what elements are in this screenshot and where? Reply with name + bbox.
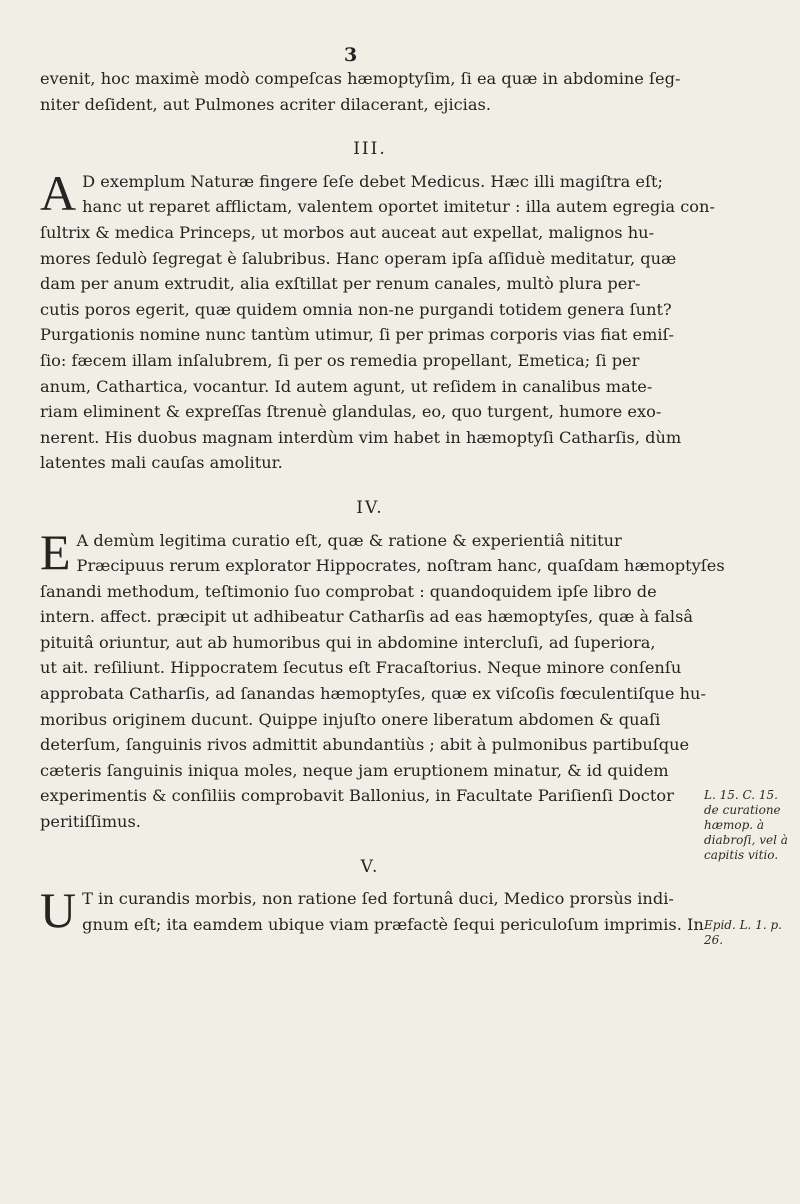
text-line: anum, Cathartica, vocantur. Id autem agunt, ut reſidem in canalibus mate- (40, 376, 653, 396)
drop-capital: A (40, 164, 77, 221)
page-number: 3 (344, 44, 358, 66)
section-heading-v: V. (360, 856, 380, 877)
text-line: cutis poros egerit, quæ quidem omnia non-ne purgandi totidem genera ſunt? (40, 299, 672, 319)
text-line: evenit, hoc maximè modò compeſcas hæmoptyſim, ſi ea quæ in abdomine ſeg- (40, 69, 681, 88)
text-line: T in curandis morbis, non ratione ſed fortunâ duci, Medico prorsùs indi- (82, 889, 674, 909)
margin-note-reference-2: Epid. L. 1. p. 26. (704, 918, 782, 947)
drop-capital: U (40, 882, 77, 939)
text-line: mores ſedulò ſegregat è ſalubribus. Hanc operam ipſa aſſiduè meditatur, quæ (40, 248, 677, 268)
text-line: latentes mali cauſas amolitur. (40, 453, 283, 473)
text-line: nerent. His duobus magnam interdùm vim habet in hæmoptyſi Catharſis, dùm (40, 427, 682, 447)
text-line: ſio: fæcem illam inſalubrem, ſi per os remedia propellant, Emetica; ſi per (40, 350, 640, 370)
main-text-column (40, 66, 725, 939)
text-line: Præcipuus rerum explorator Hippocrates, noſtram hanc, quaſdam hæmoptyſes (76, 556, 725, 576)
section-heading-iv: IV. (356, 497, 384, 518)
text-line: pituitâ oriuntur, aut ab humoribus qui in abdomine intercluſi, ad ſuperiora, (40, 632, 656, 652)
text-line: gnum eſt; ita eamdem ubique viam præfactè ſequi periculoſum imprimis. In (82, 914, 704, 934)
section-iii-paragraph (40, 164, 715, 476)
text-line: niter deſident, aut Pulmones acriter dilacerant, ejicias. (40, 94, 491, 114)
text-line: hanc ut reparet afflictam, valentem oportet imitetur : illa autem egregia con- (82, 197, 715, 217)
section-iv-paragraph (40, 523, 725, 835)
text-line: A demùm legitima curatio eſt, quæ & ratione & experientiâ nititur (76, 530, 622, 550)
text-line: approbata Catharſis, ad ſanandas hæmoptyſes, quæ ex viſcoſis fœculentiſque hu- (40, 684, 706, 704)
text-line: moribus originem ducunt. Quippe injuſto onere liberatum abdomen & quaſi (40, 709, 661, 729)
section-heading-iii: III. (353, 139, 387, 160)
text-line: intern. affect. præcipit ut adhibeatur Catharſis ad eas hæmoptyſes, quæ à falsâ (40, 607, 694, 627)
text-line: D exemplum Naturæ fingere ſeſe debet Medicus. Hæc illi magiſtra eſt; (82, 171, 663, 191)
text-line: experimentis & conſiliis comprobavit Ballonius, in Facultate Pariſienſi Doctor (40, 786, 674, 806)
top-paragraph (40, 66, 700, 117)
text-line: ſanandi methodum, teſtimonio ſuo comprobat : quandoquidem ipſe libro de (40, 581, 657, 601)
text-line: peritiſſimus. (40, 812, 141, 832)
margin-note-reference-1: L. 15. C. 15. de curatione hæmop. à diabroſi, vel à capitis vitio. (704, 788, 788, 862)
text-line: dam per anum extrudit, alia exſtillat per renum canales, multò plura per- (40, 274, 641, 294)
text-line: cæteris ſanguinis iniqua moles, neque jam eruptionem minatur, & id quidem (40, 760, 669, 780)
section-v-paragraph (40, 882, 704, 939)
text-line: deterſum, ſanguinis rivos admittit abundantiùs ; abit à pulmonibus partibuſque (40, 735, 690, 755)
text-line: ſultrix & medica Princeps, ut morbos aut auceat aut expellat, malignos hu- (40, 222, 655, 242)
drop-capital: E (40, 523, 71, 580)
text-line: Purgationis nomine nunc tantùm utimur, ſi per primas corporis vias fiat emiſ- (40, 325, 675, 345)
text-line: ut ait. reſiliunt. Hippocratem ſecutus eſt Fracaſtorius. Neque minore conſenſu (40, 658, 682, 678)
text-line: riam eliminent & expreſſas ſtrenuè glandulas, eo, quo turgent, humore exo- (40, 402, 662, 422)
